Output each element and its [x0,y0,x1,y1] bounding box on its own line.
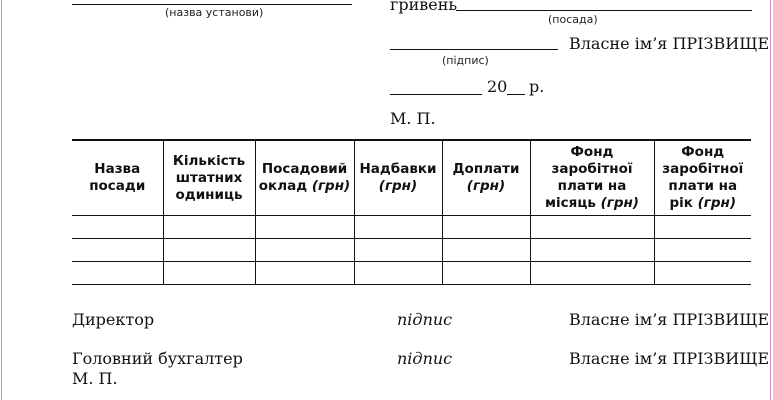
table-cell[interactable] [530,216,654,239]
table-row [72,262,751,285]
table-row [72,216,751,239]
institution-caption: (назва установи) [165,6,264,19]
table-cell[interactable] [72,239,163,262]
year-suffix: р. [529,77,545,96]
table-header-row [72,140,751,216]
table-cell[interactable] [442,216,530,239]
director-signature: підпис [397,310,453,329]
table-cell[interactable] [442,239,530,262]
table-cell[interactable] [442,262,530,285]
table-cell[interactable] [654,216,751,239]
table-cell[interactable] [354,262,442,285]
hryven-label: гривень [390,0,458,14]
column-header: Надбавки (грн) [354,140,442,216]
table-cell[interactable] [72,216,163,239]
signature-caption: (підпис) [442,54,489,67]
position-line [456,10,752,11]
column-header: Фонд заробітної плати на рік (грн) [654,140,751,216]
seal-mark: М. П. [390,109,436,128]
table-cell[interactable] [163,262,255,285]
position-caption: (посада) [548,13,598,26]
accountant-role: Головний бухгалтер [72,349,243,368]
table-cell[interactable] [654,262,751,285]
column-header: Посадовий оклад (грн) [255,140,354,216]
table-cell[interactable] [163,239,255,262]
table-cell[interactable] [354,216,442,239]
column-header: Назва посади [72,140,163,216]
table-cell[interactable] [654,239,751,262]
column-header: Доплати (грн) [442,140,530,216]
table-cell[interactable] [163,216,255,239]
director-role: Директор [72,310,155,329]
page-edge-right [770,0,771,400]
accountant-signature: підпис [397,349,453,368]
date-year: 20 [487,77,508,96]
table-row [72,239,751,262]
approver-name: Власне ім’я ПРІЗВИЩЕ [569,34,770,53]
table-cell[interactable] [72,262,163,285]
column-header: Кількість штатних одиниць [163,140,255,216]
director-name: Власне ім’я ПРІЗВИЩЕ [569,310,770,329]
table-cell[interactable] [255,239,354,262]
table-cell[interactable] [530,262,654,285]
page-edge-left [1,0,2,400]
year-line [507,94,525,95]
table-cell[interactable] [255,262,354,285]
table-cell[interactable] [530,239,654,262]
footer-seal-mark: М. П. [72,369,118,388]
staff-table [72,139,751,285]
table-cell[interactable] [255,216,354,239]
table-cell[interactable] [354,239,442,262]
column-header: Фонд заробітної плати на місяць (грн) [530,140,654,216]
signature-line [390,49,558,50]
accountant-name: Власне ім’я ПРІЗВИЩЕ [569,349,770,368]
institution-name-line [72,4,352,5]
date-line [390,94,482,95]
